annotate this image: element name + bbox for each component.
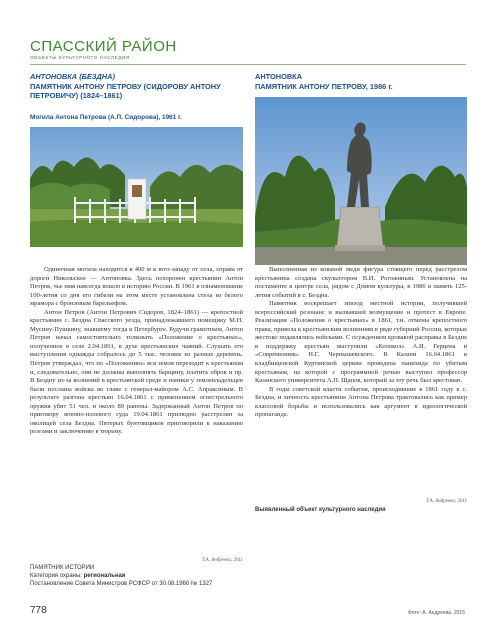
left-footer	[30, 564, 270, 588]
left-paragraph: Антон Петров (Антон Петрович Сидоров, 1824–1861) — крепостной крестьянин с. Бездна Спасского уезда, принадлежавшего помещику М.Н. Мусину-Пушкину, знавшему тогда в Петербурге. Будучи грамотным, Антон Петров начал самостоятельно толковать «Положение о крестьянах», полученное в селе 2.04.1861, в духе крестьянских чаяний. Слушать его выступления однажды собралось до 5 тыс. человек из разных деревень. Петров утверждал, что по «Положению» вся земля переходит к крестьянам и, следовательно, они не должны выполнять барщину, платить оброк и пр. В Бездну из-за волнений в крестьянской среде и паники у землевладельцев были посланы войска во главе с генерал-майором А.С. Апраксиным. В результате разгона крестьян 16.04.1861 с применением огнестрельного оружия убит 51 чел. и около 80 ранены. Задержанный Антон Петров по приговору военно-полевого суда 19.04.1861 прилюдно расстрелян за околицей села Бездна. Пятерых бунтовщиков приговорили к наказанию розгами и заключению в тюрьму.	[30, 308, 243, 436]
monument-type: ПАМЯТНИК ИСТОРИИ	[30, 565, 95, 571]
page-number: 778	[30, 605, 47, 616]
protection-category	[30, 572, 270, 580]
left-paragraph: Одиночная могила находится в 400 м к юго-западу от села, справа от дороги Никольское — Антоновка. Здесь похоронен крестьянин Антон Петров, чье имя навсегда вошло в историю России. В 1961 в ознаменование 100-летия со дня его гибели на этом месте установлена стела из белого мрамора с бронзовым барельефом.	[30, 266, 243, 308]
monument-photo-image	[255, 97, 467, 265]
decree-reference: Постановление Совета Министров РСФСР от 30.08.1960 № 1327	[30, 581, 213, 587]
right-paragraph: Памятник воскрешает эпизод местной истории, получившей всероссийский резонанс и вызвавшей возмущение и протест в Европе. Реализация «Положения о крестьянах» в 1861, т.н. отмены крепостного права, привела к крестьянским волнениям в ряде губерний России, которые жестоко подавлялись войсками. С осуждением кровавой расправы в Бездне в поддержку крестьян выступили «Колокол» А.И. Герцена и «Современник» Н.Г. Чернышевского. В Казани 16.04.1861 в кладбищенской Куртинской церкви проведена панихида по убитым крестьянам, на которой с программной речью выступил профессор Казанского университета А.П. Щапов, который за эту речь был арестован.	[255, 300, 467, 385]
left-article	[30, 266, 243, 437]
left-heading: ПАМЯТНИК АНТОНУ ПЕТРОВУ (СИДОРОВУ АНТОНУ ПЕТРОВИЧУ) (1824–1861)	[30, 82, 221, 101]
right-place-name: АНТОНОВКА	[255, 72, 303, 81]
grave-photo-image	[30, 127, 243, 247]
monument-photo	[255, 97, 467, 265]
right-heritage-status: Выявленный объект культурного наследия	[255, 507, 386, 513]
protection-category-label: Категория охраны:	[30, 573, 82, 579]
grave-photo	[30, 127, 243, 247]
right-paragraph: В годы советской власти события, происходившие в 1861 году в с. Бездна, и личность крестьянина Антона Петрова трактовались как пример классовой борьбы и использовались как аргумент в идеологической пропаганде.	[255, 385, 467, 419]
left-place-name: АНТОНОВКА (БЕЗДНА)	[30, 72, 115, 81]
right-article	[255, 266, 467, 420]
left-photo-caption: Могила Антона Петрова (А.П. Сидорова), 1961 г.	[30, 114, 182, 121]
photo-credit: Фото: А. Андреева, 2015	[407, 610, 465, 616]
left-author: Т.А. Андреева, 2011	[201, 558, 243, 563]
region-title: СПАССКИЙ РАЙОН	[30, 38, 177, 55]
header-divider	[30, 64, 466, 65]
right-paragraph: Выполненная из кованой меди фигура стоящего перед расстрелом крестьянина создана скульптором В.И. Рогожиным. Установлена на постаменте в центре села, рядом с Домом культуры, в 1986 в память 125-летия событий в с. Бездна.	[255, 266, 467, 299]
region-subtitle: ОБЪЕКТЫ КУЛЬТУРНОГО НАСЛЕДИЯ	[30, 55, 130, 60]
right-author: Т.А. Андреева, 2011	[425, 499, 467, 504]
protection-category-value: региональная	[83, 573, 126, 579]
right-heading: ПАМЯТНИК АНТОНУ ПЕТРОВУ, 1986 г.	[255, 82, 393, 91]
